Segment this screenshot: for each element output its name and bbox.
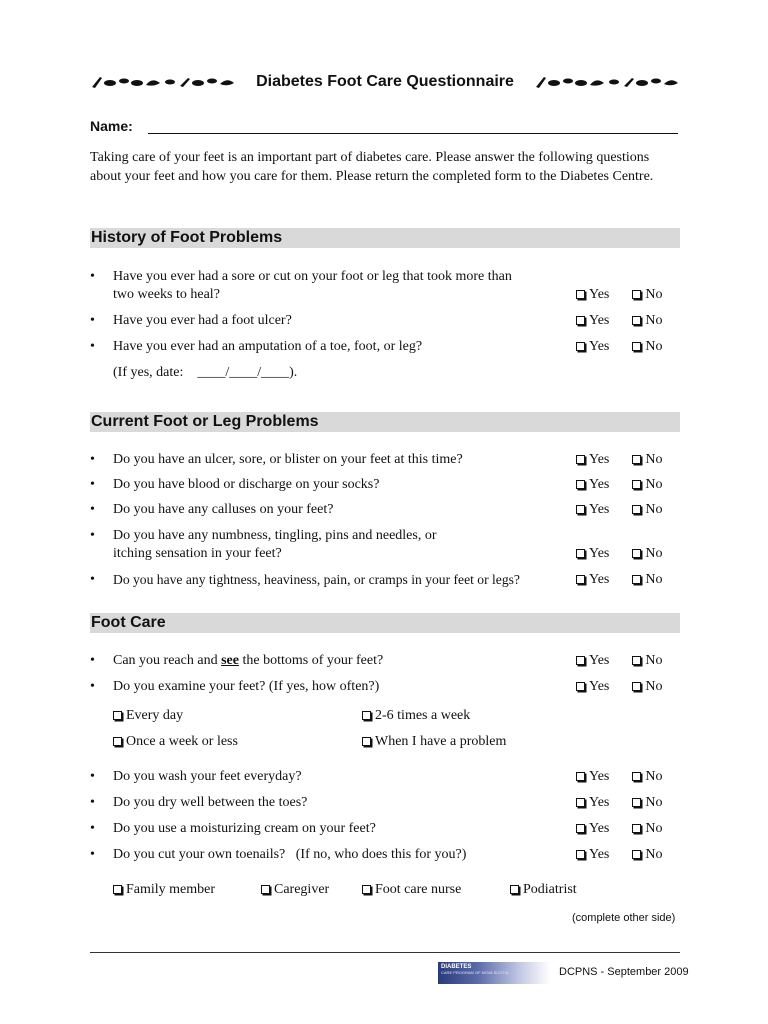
no-checkbox[interactable]: No [632, 821, 662, 836]
document-code: DCPNS - September 2009 [559, 966, 689, 978]
intro-paragraph: Taking care of your feet is an important part of diabetes care. Please answer the following questions about your feet and how you care for them. Please return the completed form to the Diabetes Centre. [90, 150, 654, 184]
no-checkbox[interactable]: No [632, 572, 662, 587]
question-current-blood [90, 476, 680, 494]
bullet: • [90, 572, 95, 587]
checkbox-icon [632, 682, 641, 691]
option-2-6-times-week[interactable]: 2-6 times a week [362, 707, 470, 725]
yes-checkbox[interactable]: Yes [576, 653, 609, 668]
question-care-wash [90, 768, 680, 786]
bullet: • [90, 653, 95, 668]
no-checkbox[interactable]: No [632, 795, 662, 810]
question-current-ulcer [90, 451, 680, 469]
no-checkbox[interactable]: No [632, 679, 662, 694]
no-checkbox[interactable]: No [632, 847, 662, 862]
checkbox-icon [362, 737, 371, 746]
checkbox-icon [576, 772, 585, 781]
checkbox-icon [576, 316, 585, 325]
question-text: Do you have any calluses on your feet? [113, 502, 334, 517]
question-text: Do you dry well between the toes? [113, 795, 308, 810]
question-text: Do you wash your feet everyday? [113, 769, 302, 784]
checkbox-icon [113, 885, 122, 894]
question-care-examine [90, 678, 680, 696]
question-text: Do you have blood or discharge on your socks? [113, 477, 380, 492]
checkbox-icon [576, 549, 585, 558]
yes-no-group [576, 768, 686, 786]
checkbox-icon [362, 885, 371, 894]
option-foot-care-nurse[interactable]: Foot care nurse [362, 881, 461, 899]
question-text: Do you have any tightness, heaviness, pain, or cramps in your feet or legs? [113, 572, 520, 587]
checkbox-icon [632, 480, 641, 489]
yes-checkbox[interactable]: Yes [576, 572, 609, 587]
yes-no-group [576, 794, 686, 812]
emphasis-see: see [221, 653, 239, 668]
question-text: Can you reach and see the bottoms of your feet? [113, 653, 384, 668]
bullet: • [90, 795, 95, 810]
question-text: Have you ever had a foot ulcer? [113, 313, 292, 328]
yes-no-group [576, 286, 686, 304]
bullet: • [90, 502, 95, 517]
bullet: • [90, 477, 95, 492]
footer-divider [90, 952, 680, 953]
yes-no-group [576, 451, 686, 469]
checkbox-icon [576, 480, 585, 489]
bullet: • [90, 847, 95, 862]
checkbox-icon [576, 455, 585, 464]
checkbox-icon [261, 885, 270, 894]
checkbox-icon [576, 656, 585, 665]
bullet: • [90, 769, 95, 784]
question-care-toenails [90, 846, 680, 864]
bullet: • [90, 679, 95, 694]
yes-checkbox[interactable]: Yes [576, 477, 609, 492]
checkbox-icon [632, 342, 641, 351]
section-history-header: History of Foot Problems [90, 228, 680, 248]
left-ornament-icon [90, 75, 236, 89]
section-current-header: Current Foot or Leg Problems [90, 412, 680, 432]
yes-no-group [576, 652, 686, 670]
question-text: Do you have an ulcer, sore, or blister on your feet at this time? [113, 452, 463, 467]
no-checkbox[interactable]: No [632, 769, 662, 784]
no-checkbox[interactable]: No [632, 313, 662, 328]
no-checkbox[interactable]: No [632, 502, 662, 517]
yes-no-group [576, 338, 686, 356]
yes-checkbox[interactable]: Yes [576, 452, 609, 467]
option-family-member[interactable]: Family member [113, 881, 215, 899]
question-care-dry [90, 794, 680, 812]
section-foot-care-header: Foot Care [90, 613, 680, 633]
page-title: Diabetes Foot Care Questionnaire [256, 73, 514, 90]
checkbox-icon [576, 290, 585, 299]
checkbox-icon [576, 342, 585, 351]
checkbox-icon [632, 850, 641, 859]
question-text-line2: itching sensation in your feet? [113, 546, 282, 561]
question-text: Have you ever had an amputation of a toe, foot, or leg? [113, 339, 423, 354]
checkbox-icon [576, 682, 585, 691]
question-history-ulcer [90, 312, 680, 330]
checkbox-icon [632, 656, 641, 665]
checkbox-icon [632, 824, 641, 833]
question-current-tightness [90, 571, 680, 589]
question-history-sore [90, 268, 680, 304]
amputation-date-field[interactable]: (If yes, date: ____/____/____). [113, 365, 298, 380]
no-checkbox[interactable]: No [632, 339, 662, 354]
title-row [90, 70, 680, 94]
question-care-moisturize [90, 820, 680, 838]
checkbox-icon [576, 798, 585, 807]
checkbox-icon [576, 505, 585, 514]
name-field[interactable] [148, 133, 678, 134]
checkbox-icon [632, 798, 641, 807]
checkbox-icon [510, 885, 519, 894]
yes-no-group [576, 476, 686, 494]
option-every-day[interactable]: Every day [113, 707, 183, 725]
no-checkbox[interactable]: No [632, 653, 662, 668]
yes-checkbox[interactable]: Yes [576, 795, 609, 810]
option-caregiver[interactable]: Caregiver [261, 881, 329, 899]
yes-checkbox[interactable]: Yes [576, 313, 609, 328]
yes-no-group [576, 312, 686, 330]
yes-no-group [576, 501, 686, 519]
checkbox-icon [113, 737, 122, 746]
no-checkbox[interactable]: No [632, 287, 662, 302]
yes-checkbox[interactable]: Yes [576, 546, 609, 561]
question-current-calluses [90, 501, 680, 519]
no-checkbox[interactable]: No [632, 477, 662, 492]
question-current-numbness [90, 527, 680, 563]
option-podiatrist[interactable]: Podiatrist [510, 881, 577, 899]
yes-no-group [576, 820, 686, 838]
complete-other-side-note: (complete other side) [572, 912, 676, 924]
checkbox-icon [632, 772, 641, 781]
yes-checkbox[interactable]: Yes [576, 847, 609, 862]
checkbox-icon [576, 850, 585, 859]
question-text: Do you cut your own toenails? (If no, who does this for you?) [113, 847, 467, 862]
yes-no-group [576, 571, 686, 589]
question-history-amputation [90, 338, 680, 356]
yes-no-group [576, 846, 686, 864]
bullet: • [90, 313, 95, 328]
right-ornament-icon [534, 75, 680, 89]
yes-no-group [576, 545, 686, 563]
checkbox-icon [576, 575, 585, 584]
option-when-problem[interactable]: When I have a problem [362, 733, 506, 751]
question-text: Do you use a moisturizing cream on your feet? [113, 821, 376, 836]
yes-checkbox[interactable]: Yes [576, 679, 609, 694]
bullet: • [90, 269, 95, 284]
yes-checkbox[interactable]: Yes [576, 339, 609, 354]
amputation-date-row [90, 364, 680, 382]
name-label: Name: [90, 118, 133, 134]
option-once-week-or-less[interactable]: Once a week or less [113, 733, 238, 751]
checkbox-icon [362, 711, 371, 720]
checkbox-icon [632, 549, 641, 558]
checkbox-icon [632, 455, 641, 464]
logo-title: DIABETES [441, 964, 472, 970]
checkbox-icon [632, 505, 641, 514]
checkbox-icon [113, 711, 122, 720]
question-text: Do you examine your feet? (If yes, how often?) [113, 679, 380, 694]
checkbox-icon [632, 575, 641, 584]
bullet: • [90, 452, 95, 467]
no-checkbox[interactable]: No [632, 546, 662, 561]
question-text-line1: Do you have any numbness, tingling, pins and needles, or [113, 528, 437, 543]
logo-subtitle: CARE PROGRAM OF NOVA SCOTIA [441, 970, 509, 975]
bullet: • [90, 821, 95, 836]
checkbox-icon [632, 316, 641, 325]
yes-checkbox[interactable]: Yes [576, 287, 609, 302]
bullet: • [90, 339, 95, 354]
checkbox-icon [576, 824, 585, 833]
yes-checkbox[interactable]: Yes [576, 821, 609, 836]
bullet: • [90, 528, 95, 543]
checkbox-icon [632, 290, 641, 299]
yes-no-group [576, 678, 686, 696]
question-text-line2: two weeks to heal? [113, 287, 220, 302]
question-text-line1: Have you ever had a sore or cut on your foot or leg that took more than [113, 269, 512, 284]
yes-checkbox[interactable]: Yes [576, 769, 609, 784]
no-checkbox[interactable]: No [632, 452, 662, 467]
question-care-reach [90, 652, 680, 670]
yes-checkbox[interactable]: Yes [576, 502, 609, 517]
